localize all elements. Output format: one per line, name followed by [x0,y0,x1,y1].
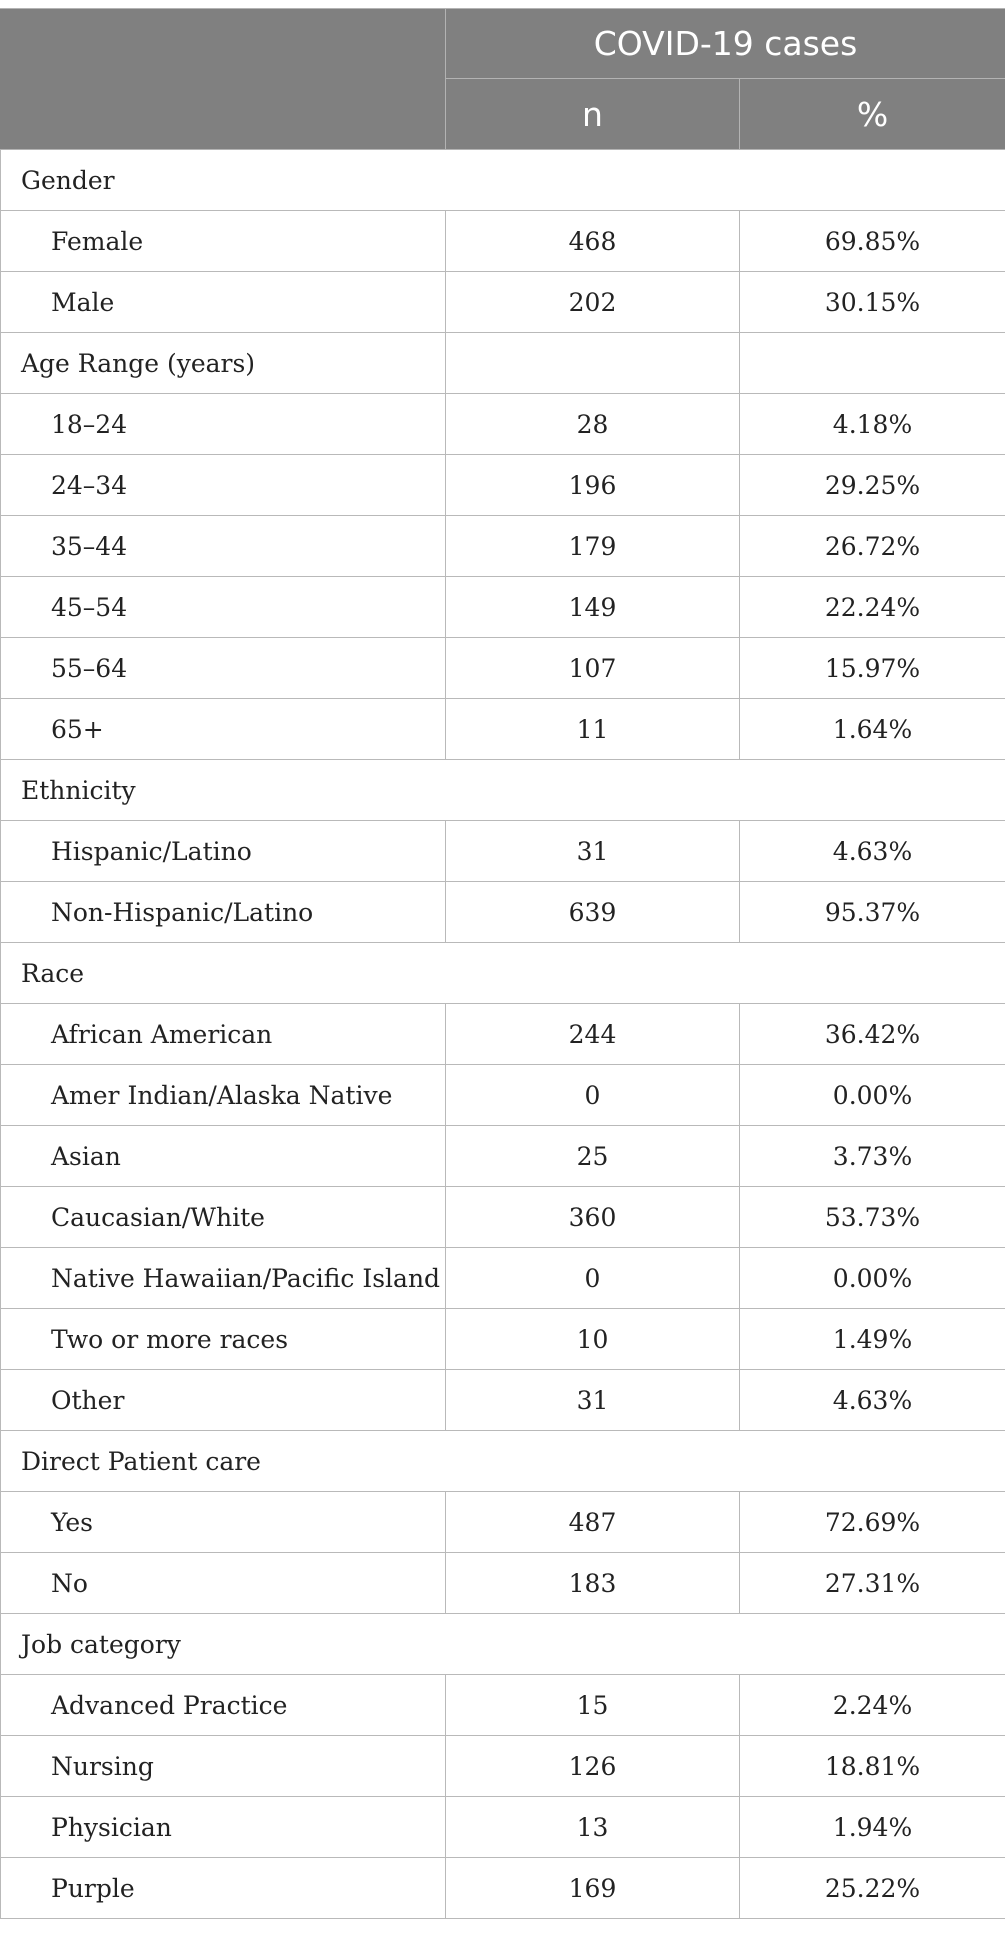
row-percent: 4.18% [740,394,1005,455]
row-count: 639 [446,882,740,943]
row-percent: 4.63% [740,1370,1005,1431]
header-group-title: COVID-19 cases [446,9,1005,79]
row-percent: 53.73% [740,1187,1005,1248]
row-percent: 95.37% [740,882,1005,943]
row-count: 149 [446,577,740,638]
table-row [1,1248,1005,1309]
row-label: Native Hawaiian/Pacific Island [1,1248,446,1309]
row-percent: 0.00% [740,1065,1005,1126]
row-label: Other [1,1370,446,1431]
row-label: Female [1,211,446,272]
row-count: 468 [446,211,740,272]
row-percent: 1.49% [740,1309,1005,1370]
table-row [1,1492,1005,1553]
table-row [1,1309,1005,1370]
row-count: 179 [446,516,740,577]
section-row [1,943,1005,1004]
row-count: 126 [446,1736,740,1797]
row-percent: 36.42% [740,1004,1005,1065]
row-count: 10 [446,1309,740,1370]
row-label: 55–64 [1,638,446,699]
table-row [1,1126,1005,1187]
section-row [1,150,1005,211]
covid-cases-table [0,8,1005,1919]
row-label: No [1,1553,446,1614]
row-count: 11 [446,699,740,760]
row-percent: 15.97% [740,638,1005,699]
section-title: Age Range (years) [1,333,446,394]
row-percent: 69.85% [740,211,1005,272]
table-row [1,516,1005,577]
row-count: 169 [446,1858,740,1919]
section-row [1,760,1005,821]
row-percent: 27.31% [740,1553,1005,1614]
section-title: Gender [1,150,1005,211]
table-row [1,882,1005,943]
row-percent: 1.94% [740,1797,1005,1858]
row-count: 202 [446,272,740,333]
row-count: 13 [446,1797,740,1858]
table-header [1,9,1005,150]
header-col-n: n [446,79,740,150]
row-count: 487 [446,1492,740,1553]
row-percent: 30.15% [740,272,1005,333]
row-percent: 0.00% [740,1248,1005,1309]
table-row [1,699,1005,760]
table-row [1,211,1005,272]
empty-cell [446,333,740,394]
row-label: African American [1,1004,446,1065]
row-label: Nursing [1,1736,446,1797]
table-row [1,394,1005,455]
section-row [1,1614,1005,1675]
table-row [1,1370,1005,1431]
table-row [1,1797,1005,1858]
row-label: Physician [1,1797,446,1858]
row-label: Advanced Practice [1,1675,446,1736]
row-percent: 22.24% [740,577,1005,638]
row-label: Caucasian/White [1,1187,446,1248]
row-label: Male [1,272,446,333]
table-row [1,821,1005,882]
row-count: 196 [446,455,740,516]
table-row [1,1675,1005,1736]
table-row [1,1736,1005,1797]
row-label: 24–34 [1,455,446,516]
table-row [1,1858,1005,1919]
row-count: 0 [446,1248,740,1309]
row-label: 65+ [1,699,446,760]
section-row [1,1431,1005,1492]
table-container [0,8,1005,1919]
row-percent: 25.22% [740,1858,1005,1919]
section-title: Race [1,943,1005,1004]
table-row [1,455,1005,516]
table-row [1,1553,1005,1614]
row-label: Yes [1,1492,446,1553]
table-row [1,638,1005,699]
table-row [1,1187,1005,1248]
row-percent: 18.81% [740,1736,1005,1797]
section-title: Direct Patient care [1,1431,1005,1492]
section-row [1,333,1005,394]
row-label: Two or more races [1,1309,446,1370]
row-percent: 1.64% [740,699,1005,760]
table-row [1,1065,1005,1126]
header-col-pct: % [740,79,1005,150]
row-count: 28 [446,394,740,455]
row-label: 35–44 [1,516,446,577]
row-percent: 2.24% [740,1675,1005,1736]
row-count: 0 [446,1065,740,1126]
row-label: Non-Hispanic/Latino [1,882,446,943]
row-label: Asian [1,1126,446,1187]
row-count: 244 [446,1004,740,1065]
row-percent: 29.25% [740,455,1005,516]
row-count: 15 [446,1675,740,1736]
table-row [1,272,1005,333]
row-label: Purple [1,1858,446,1919]
row-label: 45–54 [1,577,446,638]
row-label: Hispanic/Latino [1,821,446,882]
header-blank-cell [1,9,446,150]
row-percent: 72.69% [740,1492,1005,1553]
row-count: 183 [446,1553,740,1614]
section-title: Job category [1,1614,1005,1675]
row-count: 360 [446,1187,740,1248]
table-row [1,1004,1005,1065]
table-row [1,577,1005,638]
row-count: 107 [446,638,740,699]
row-count: 25 [446,1126,740,1187]
row-percent: 3.73% [740,1126,1005,1187]
empty-cell [740,333,1005,394]
row-label: 18–24 [1,394,446,455]
row-count: 31 [446,1370,740,1431]
row-count: 31 [446,821,740,882]
row-percent: 26.72% [740,516,1005,577]
row-label: Amer Indian/Alaska Native [1,1065,446,1126]
row-percent: 4.63% [740,821,1005,882]
section-title: Ethnicity [1,760,1005,821]
table-body [1,150,1005,1919]
